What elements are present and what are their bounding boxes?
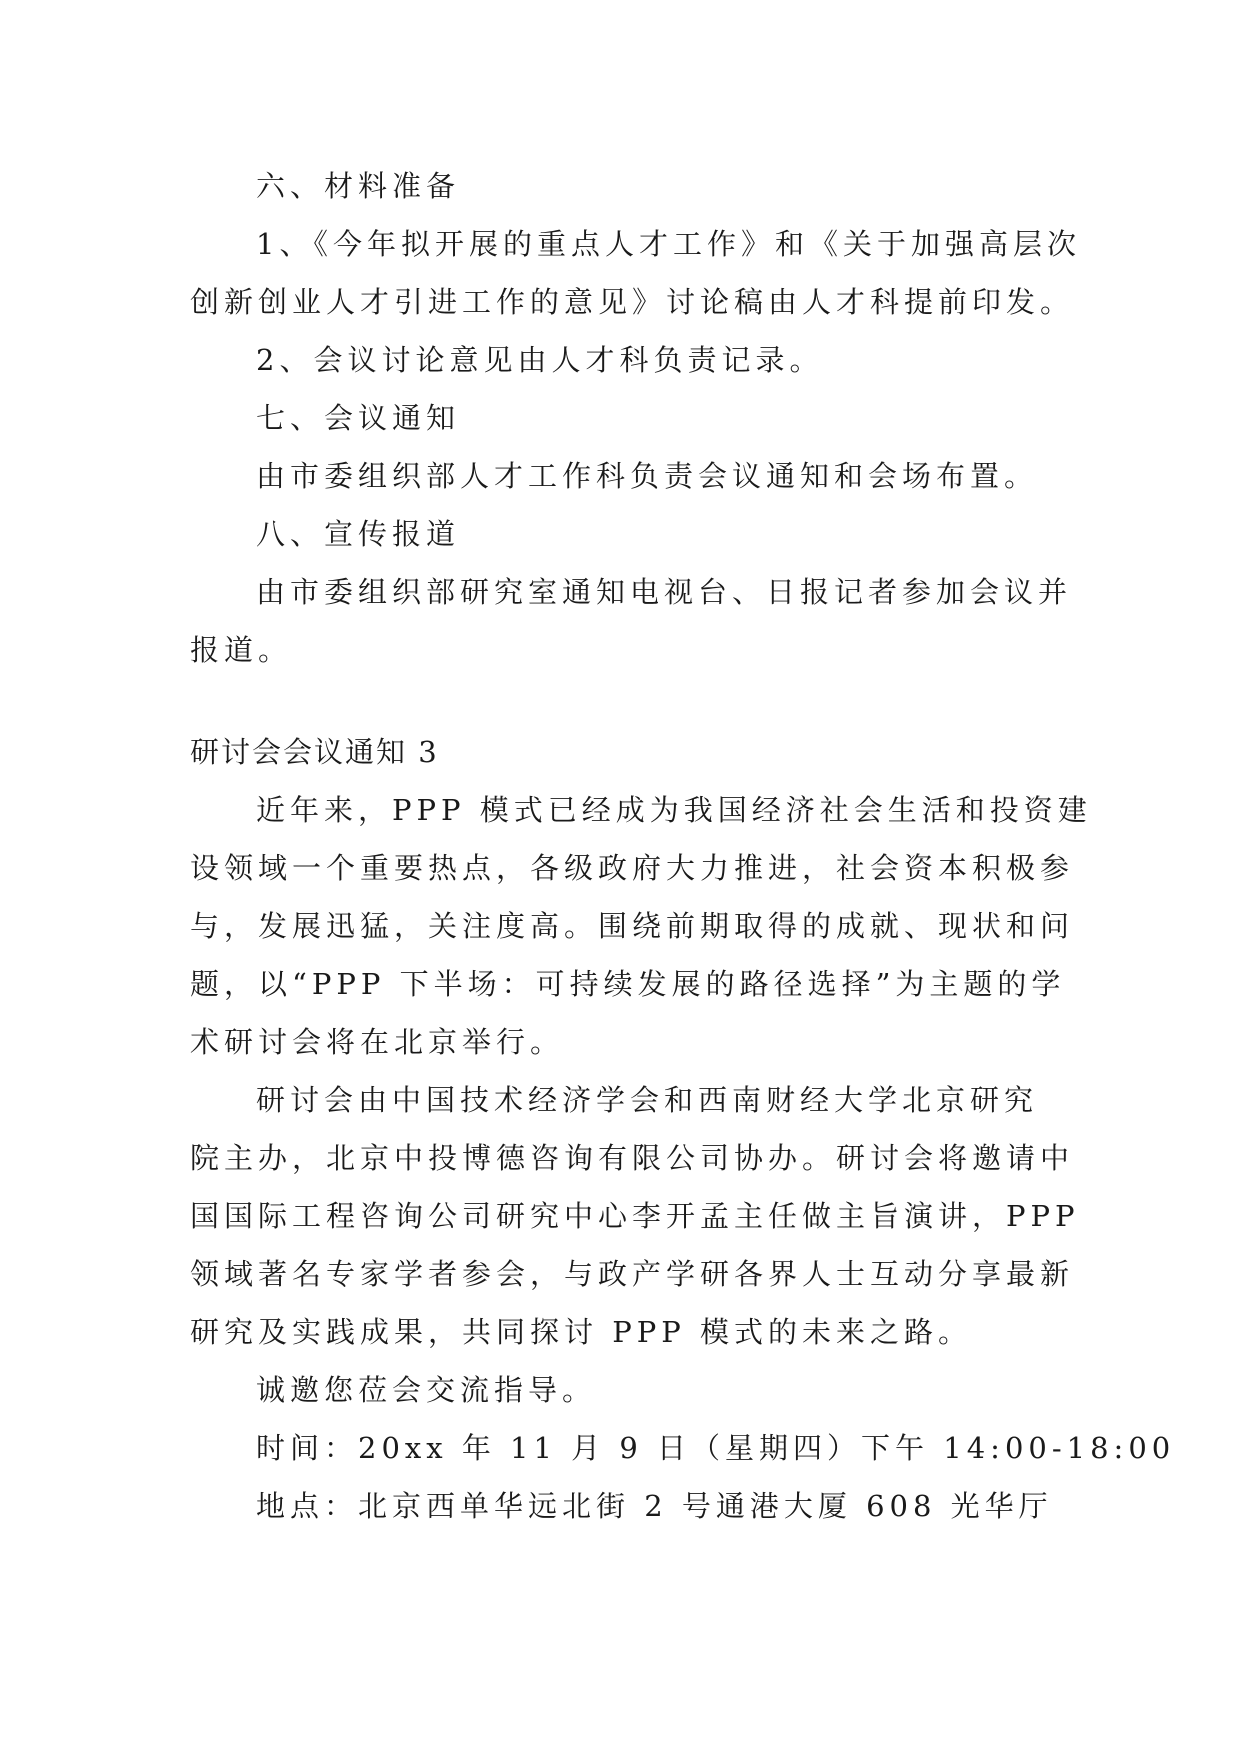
meeting-plan-sections	[190, 157, 1081, 679]
invitation-line: 诚邀您莅会交流指导。	[256, 1373, 597, 1407]
intro-paragraph-line: 与，发展迅猛，关注度高。围绕前期取得的成就、现状和问	[190, 909, 1075, 943]
meeting-place: 地点：北京西单华远北街 2 号通港大厦 608 光华厅	[256, 1489, 1053, 1523]
section-heading-materials: 六、材料准备	[256, 169, 461, 203]
intro-paragraph-line: 设领域一个重要热点，各级政府大力推进，社会资本积极参	[190, 851, 1075, 885]
intro-paragraph-line: 术研讨会将在北京举行。	[190, 1025, 565, 1059]
organizer-paragraph-line: 研讨会由中国技术经济学会和西南财经大学北京研究	[256, 1083, 1039, 1117]
notice-title: 研讨会会议通知 3	[190, 735, 439, 769]
materials-item-2: 2、会议讨论意见由人才科负责记录。	[256, 343, 824, 377]
organizer-paragraph-line: 领域著名专家学者参会，与政产学研各界人士互动分享最新	[190, 1257, 1075, 1291]
intro-paragraph-line: 近年来，PPP 模式已经成为我国经济社会生活和投资建	[256, 793, 1092, 827]
organizer-paragraph-line: 研究及实践成果，共同探讨 PPP 模式的未来之路。	[190, 1315, 972, 1349]
section-heading-publicity: 八、宣传报道	[256, 517, 461, 551]
publicity-body-line-1: 由市委组织部研究室通知电视台、日报记者参加会议并	[256, 575, 1073, 609]
meeting-time: 时间：20xx 年 11 月 9 日（星期四）下午 14:00-18:00	[256, 1431, 1176, 1465]
materials-item-1-line-1: 1、《今年拟开展的重点人才工作》和《关于加强高层次	[256, 227, 1081, 261]
seminar-notice-3	[190, 723, 1176, 1535]
materials-item-1-line-2: 创新创业人才引进工作的意见》讨论稿由人才科提前印发。	[190, 285, 1075, 319]
organizer-paragraph-line: 院主办，北京中投博德咨询有限公司协办。研讨会将邀请中	[190, 1141, 1075, 1175]
notice-body: 由市委组织部人才工作科负责会议通知和会场布置。	[256, 459, 1039, 493]
publicity-body-line-2: 报道。	[190, 633, 293, 667]
section-heading-notice: 七、会议通知	[256, 401, 461, 435]
intro-paragraph-line: 题，以“PPP 下半场：可持续发展的路径选择”为主题的学	[190, 967, 1066, 1001]
organizer-paragraph-line: 国国际工程咨询公司研究中心李开孟主任做主旨演讲，PPP	[190, 1199, 1080, 1233]
